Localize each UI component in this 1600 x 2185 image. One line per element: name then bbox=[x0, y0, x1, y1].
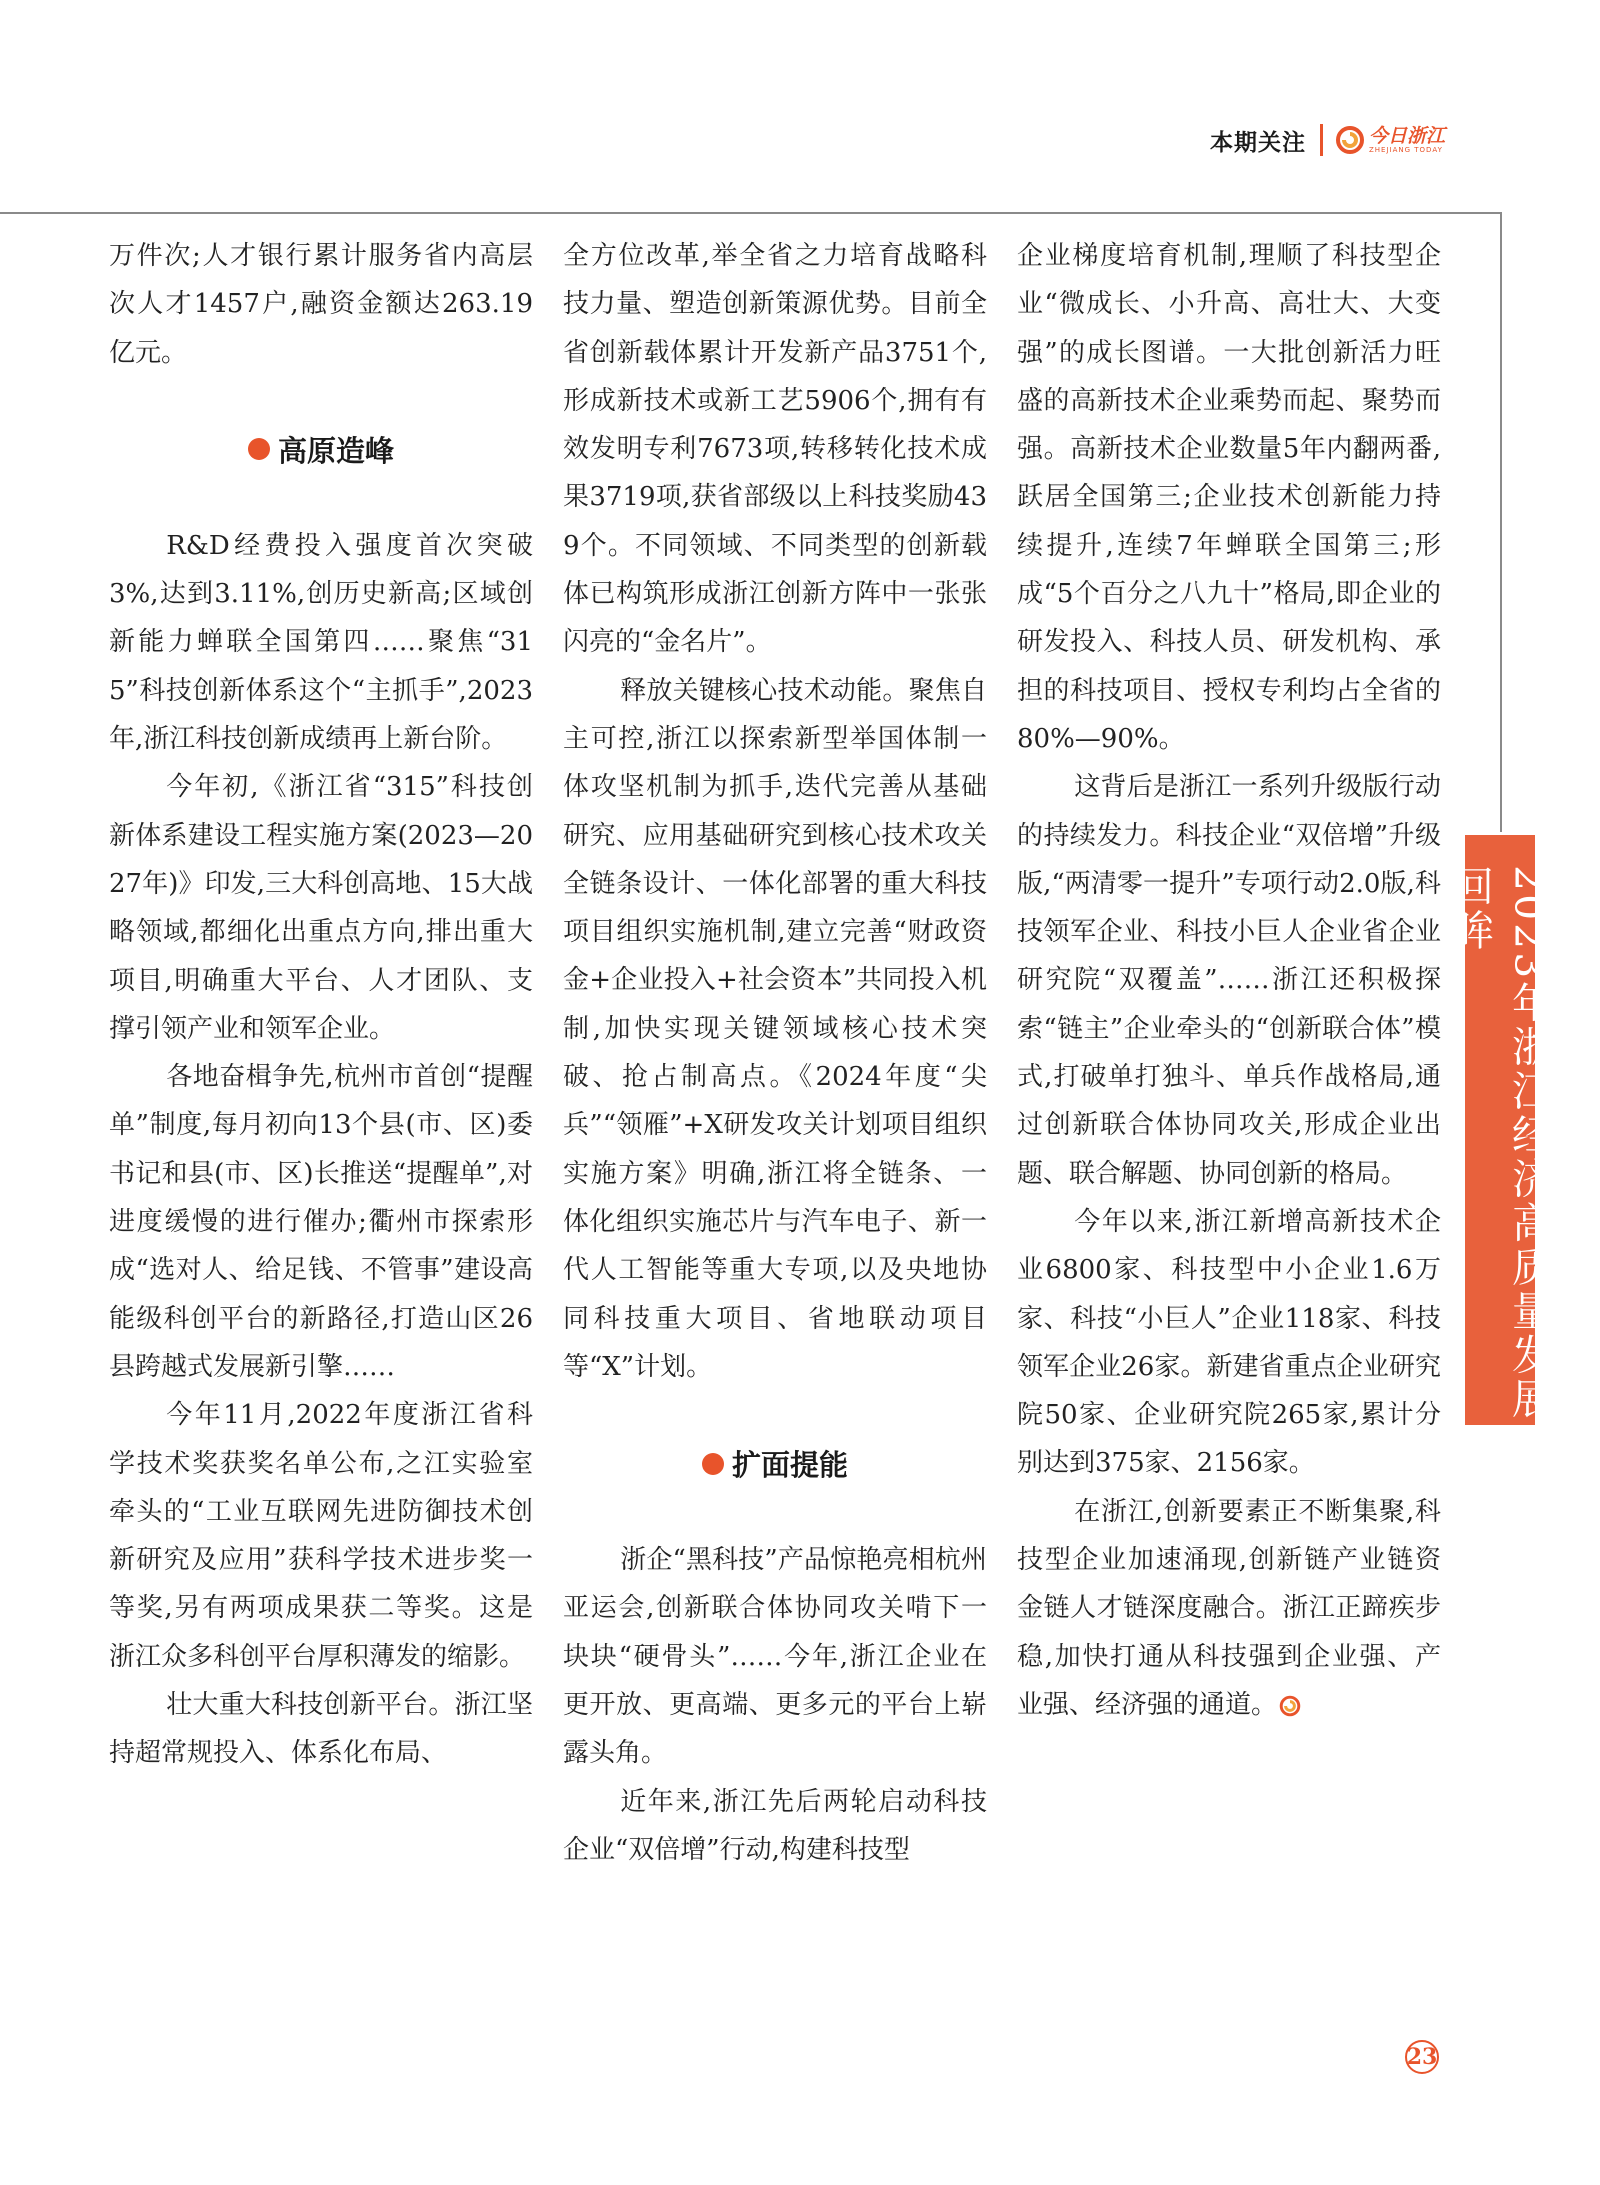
paragraph-text: 各地奋楫争先,杭州市首创“提醒单”制度,每月初向13个县(市、区)委书记和县(市、区)长推送“提醒单”,对进度缓慢的进行催办;衢州市探索形成“选对人、给足钱、不管事”建设高能级科创平台的新路径,打造山区26县跨越式发展新引擎…… bbox=[109, 1062, 533, 1382]
article-column-2 bbox=[563, 232, 987, 1874]
paragraph bbox=[1017, 232, 1441, 763]
logo-english-text: ZHEJIANG TODAY bbox=[1368, 146, 1443, 154]
heading-bullet-icon bbox=[702, 1453, 724, 1475]
paragraph-text: 今年以来,浙江新增高新技术企业6800家、科技型中小企业1.6万家、科技“小巨人”企业118家、科技领军企业26家。新建省重点企业研究院50家、企业研究院265家,累计分别达到375家、2156家。 bbox=[1017, 1206, 1441, 1479]
paragraph bbox=[109, 522, 533, 763]
paragraph bbox=[563, 1536, 987, 1777]
paragraph-text: 今年11月,2022年度浙江省科学技术奖获奖名单公布,之江实验室牵头的“工业互联网先进防御技术创新研究及应用”获科学技术进步奖一等奖,另有两项成果获二等奖。这是浙江众多科创平台厚积薄发的缩影。 bbox=[109, 1400, 533, 1672]
page-header bbox=[1210, 118, 1445, 162]
section-heading-text: 高原造峰 bbox=[277, 433, 394, 468]
paragraph bbox=[109, 1391, 533, 1681]
paragraph-text: 壮大重大科技创新平台。浙江坚持超常规投入、体系化布局、 bbox=[109, 1690, 533, 1769]
section-heading bbox=[563, 1391, 987, 1536]
heading-bullet-icon bbox=[248, 438, 270, 460]
paragraph-text: R&D经费投入强度首次突破3%,达到3.11%,创历史新高;区域创新能力蝉联全国第四……聚焦“315”科技创新体系这个“主抓手”,2023年,浙江科技创新成绩再上新台阶。 bbox=[109, 530, 533, 755]
side-tab-title: 2023年浙江经济高质量发展回眸 bbox=[1446, 865, 1553, 1422]
paragraph-text: 全方位改革,举全省之力培育战略科技力量、塑造创新策源优势。目前全省创新载体累计开发新产品3751个,形成新技术或新工艺5906个,拥有有效发明专利7673项,转移转化技术成果3719项,获省部级以上科技奖励439个。不同领域、不同类型的创新载体已构筑形成浙江创新方阵中一张张闪亮的“金名片”。 bbox=[563, 241, 987, 658]
paragraph bbox=[1017, 1488, 1441, 1729]
logo-chinese-text: 今日浙江 bbox=[1368, 125, 1445, 147]
header-divider bbox=[1320, 124, 1323, 156]
paragraph-text: 近年来,浙江先后两轮启动科技企业“双倍增”行动,构建科技型 bbox=[563, 1786, 987, 1865]
paragraph bbox=[1017, 763, 1441, 1198]
paragraph-text: 浙企“黑科技”产品惊艳亮相杭州亚运会,创新联合体协同攻关啃下一块块“硬骨头”……今年,浙江企业在更开放、更高端、更多元的平台上崭露头角。 bbox=[563, 1545, 987, 1769]
paragraph-text: 今年初,《浙江省“315”科技创新体系建设工程实施方案(2023—2027年)》印发,三大科创高地、15大战略领域,都细化出重点方向,排出重大项目,明确重大平台、人才团队、支撑引领产业和领军企业。 bbox=[109, 772, 533, 1044]
article-column-3 bbox=[1017, 232, 1441, 1729]
paragraph bbox=[563, 667, 987, 1391]
paragraph-text: 万件次;人才银行累计服务省内高层次人才1457户,融资金额达263.19亿元。 bbox=[109, 241, 533, 368]
section-heading bbox=[109, 377, 533, 522]
magazine-logo bbox=[1335, 125, 1445, 155]
paragraph-text: 企业梯度培育机制,理顺了科技型企业“微成长、小升高、高壮大、大变强”的成长图谱。一大批创新活力旺盛的高新技术企业乘势而起、聚势而强。高新技术企业数量5年内翻两番,跃居全国第三;企业技术创新能力持续提升,连续7年蝉联全国第三;形成“5个百分之八九十”格局,即企业的研发投入、科技人员、研发机构、承担的科技项目、授权专利均占全省的80%—90%。 bbox=[1017, 241, 1441, 754]
paragraph bbox=[563, 1778, 987, 1875]
paragraph bbox=[109, 1053, 533, 1391]
article-column-1 bbox=[109, 232, 533, 1778]
right-rule bbox=[1500, 212, 1502, 832]
paragraph bbox=[109, 232, 533, 377]
paragraph bbox=[1017, 1198, 1441, 1488]
section-heading-text: 扩面提能 bbox=[731, 1448, 848, 1483]
paragraph bbox=[563, 232, 987, 667]
paragraph-text: 这背后是浙江一系列升级版行动的持续发力。科技企业“双倍增”升级版,“两清零一提升”专项行动2.0版,科技领军企业、科技小巨人企业省企业研究院“双覆盖”……浙江还积极探索“链主”企业牵头的“创新联合体”模式,打破单打独斗、单兵作战格局,通过创新联合体协同攻关,形成企业出题、联合解题、协同创新的格局。 bbox=[1017, 772, 1441, 1189]
page-number: 23 bbox=[1405, 2040, 1439, 2074]
logo-swirl-icon bbox=[1335, 125, 1365, 155]
top-rule bbox=[0, 212, 1502, 214]
paragraph-text: 释放关键核心技术动能。聚焦自主可控,浙江以探索新型举国体制一体攻坚机制为抓手,迭代完善从基础研究、应用基础研究到核心技术攻关全链条设计、一体化部署的重大科技项目组织实施机制,建立完善“财政资金+企业投入+社会资本”共同投入机制,加快实现关键领域核心技术突破、抢占制高点。《2024年度“尖兵”“领雁”+X研发攻关计划项目组织实施方案》明确,浙江将全链条、一体化组织实施芯片与汽车电子、新一代人工智能等重大专项,以及央地协同科技重大项目、省地联动项目等“X”计划。 bbox=[563, 675, 987, 1382]
paragraph bbox=[109, 1681, 533, 1778]
side-tab bbox=[1446, 835, 1553, 1425]
paragraph-text: 在浙江,创新要素正不断集聚,科技型企业加速涌现,创新链产业链资金链人才链深度融合。浙江正蹄疾步稳,加快打通从科技强到企业强、产业强、经济强的通道。 bbox=[1017, 1496, 1441, 1720]
article-end-logo-icon bbox=[1279, 1695, 1301, 1717]
paragraph bbox=[109, 763, 533, 1053]
section-label: 本期关注 bbox=[1209, 129, 1306, 156]
